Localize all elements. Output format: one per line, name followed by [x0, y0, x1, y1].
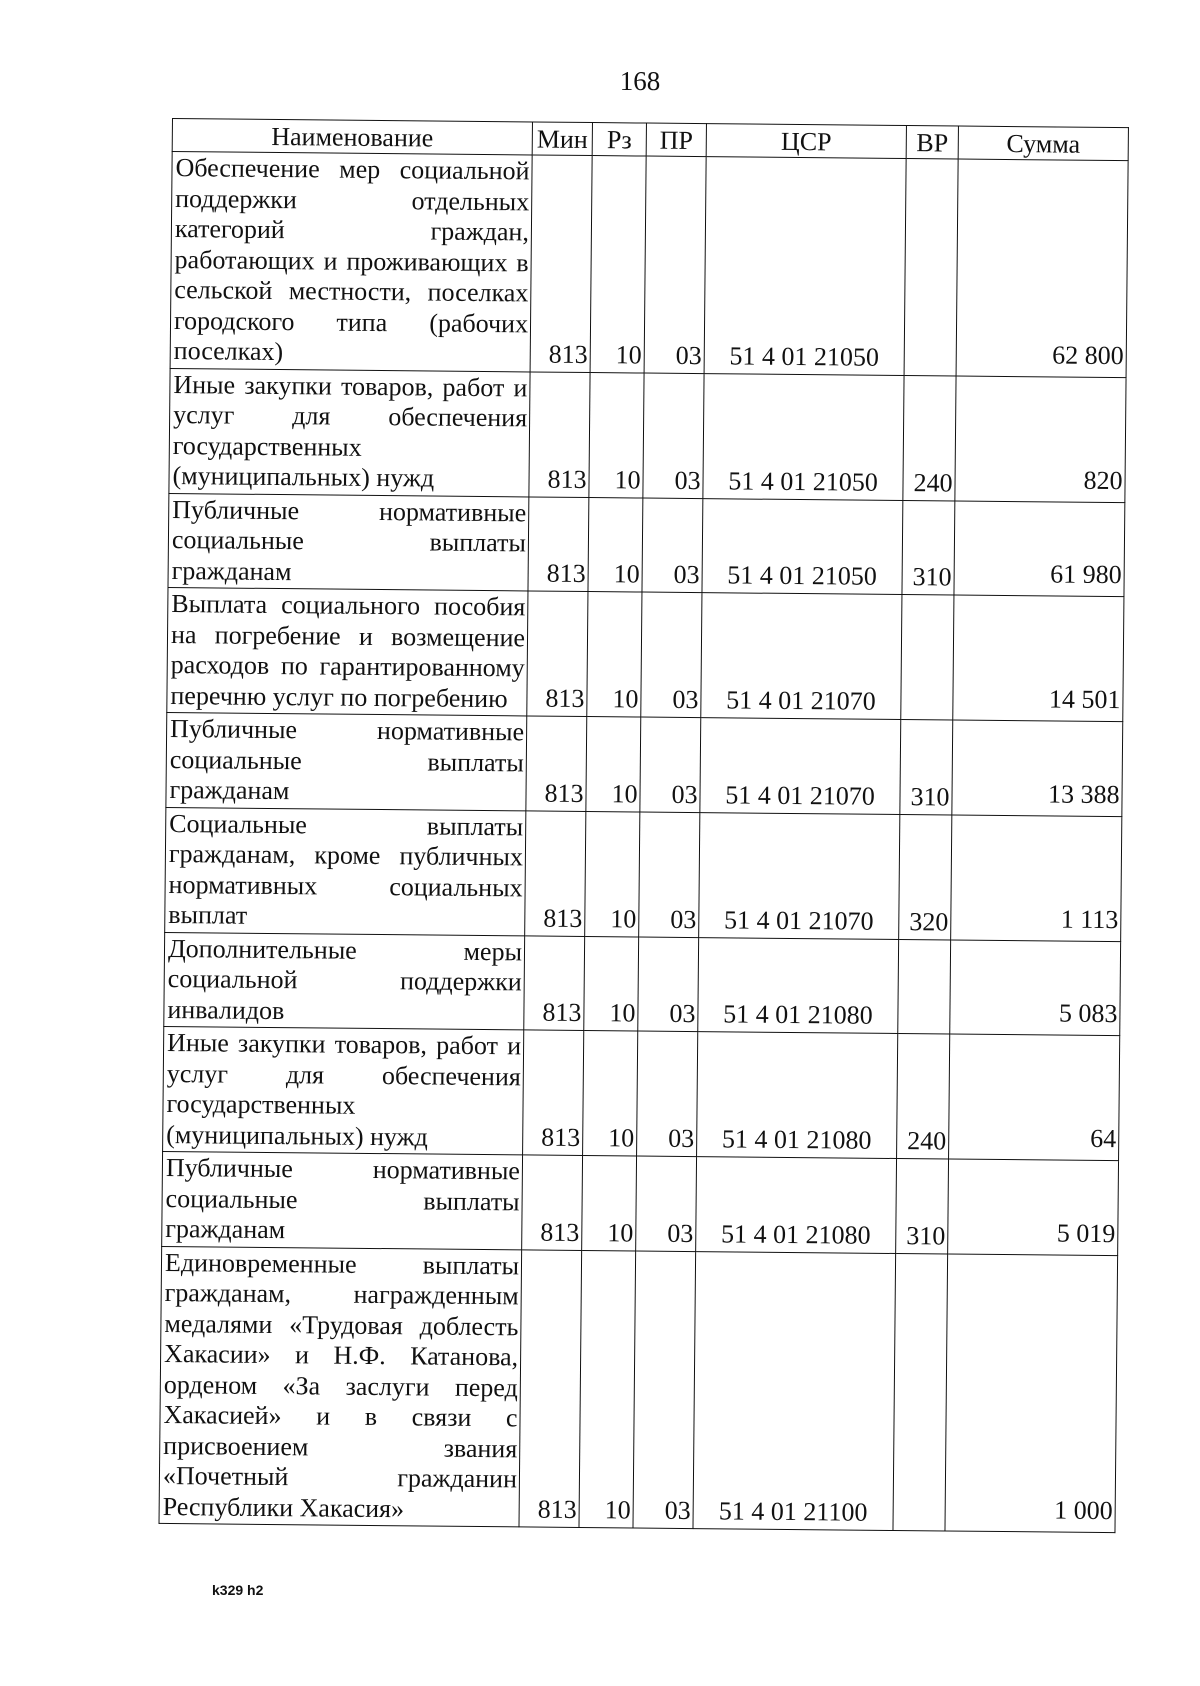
- cell-rz: 10: [582, 1155, 637, 1250]
- cell-vr: [904, 159, 958, 376]
- cell-csr: 51 4 01 21050: [704, 157, 906, 375]
- header-vr: ВР: [906, 126, 958, 159]
- cell-sum: 62 800: [956, 159, 1128, 377]
- cell-csr: 51 4 01 21100: [693, 1251, 896, 1530]
- cell-pr: 03: [636, 1156, 697, 1251]
- cell-vr: 240: [897, 1034, 950, 1159]
- document-code: k329 h2: [212, 1582, 264, 1598]
- cell-vr: 310: [896, 1159, 949, 1254]
- cell-sum: 1 113: [951, 815, 1122, 942]
- cell-sum: 1 000: [945, 1253, 1118, 1532]
- cell-pr: 03: [642, 498, 703, 593]
- cell-name: Публичные нормативные социальные выплаты гражданам: [162, 1151, 523, 1249]
- cell-rz: 10: [586, 717, 641, 812]
- cell-vr: 310: [902, 500, 955, 595]
- cell-min: 813: [524, 935, 585, 1030]
- cell-pr: 03: [638, 937, 699, 1032]
- cell-vr: [901, 595, 954, 720]
- table-row: [166, 712, 1123, 816]
- cell-pr: 03: [644, 156, 706, 373]
- cell-name: Публичные нормативные социальные выплаты гражданам: [166, 712, 527, 810]
- cell-sum: 13 388: [952, 720, 1123, 816]
- budget-table-sheet: [159, 118, 1129, 1533]
- header-rz: Рз: [592, 123, 646, 157]
- header-csr: ЦСР: [706, 124, 906, 159]
- cell-sum: 14 501: [953, 595, 1124, 722]
- budget-table: [159, 118, 1129, 1533]
- table-row: [165, 807, 1122, 941]
- cell-min: 813: [528, 496, 589, 591]
- cell-vr: 310: [900, 720, 953, 815]
- cell-name: Иные закупки товаров, работ и услуг для обеспечения государственных (муниципальных) нужд: [163, 1026, 524, 1154]
- cell-csr: 51 4 01 21070: [701, 593, 902, 720]
- cell-csr: 51 4 01 21070: [700, 718, 901, 814]
- table-row: [162, 1151, 1119, 1255]
- cell-min: 813: [526, 716, 587, 811]
- cell-vr: 320: [899, 814, 952, 939]
- page-number: 168: [619, 66, 661, 96]
- header-min: Мин: [532, 122, 592, 156]
- header-pr: ПР: [646, 123, 706, 157]
- cell-vr: [898, 939, 951, 1034]
- cell-sum: 5 019: [948, 1159, 1119, 1255]
- cell-csr: 51 4 01 21080: [697, 1032, 898, 1159]
- cell-rz: 10: [587, 592, 642, 718]
- cell-name: Социальные выплаты гражданам, кроме публичных нормативных социальных выплат: [165, 807, 526, 935]
- table-row: [169, 368, 1126, 502]
- cell-name: Дополнительные меры социальной поддержки инвалидов: [164, 932, 525, 1030]
- header-sum: Сумма: [958, 126, 1128, 161]
- cell-vr: 240: [903, 375, 956, 500]
- cell-name: Публичные нормативные социальные выплаты гражданам: [168, 493, 529, 591]
- header-name: Наименование: [172, 119, 532, 155]
- table-row: [167, 587, 1124, 721]
- cell-csr: 51 4 01 21050: [703, 373, 904, 500]
- cell-min: 813: [530, 155, 592, 372]
- cell-min: 813: [519, 1249, 582, 1527]
- cell-sum: 61 980: [954, 501, 1125, 597]
- cell-rz: 10: [585, 811, 640, 937]
- cell-rz: 10: [589, 372, 644, 498]
- cell-pr: 03: [633, 1251, 696, 1529]
- cell-name: Обеспечение мер социальной поддержки отдельных категорий граждан, работающих и проживающих в сельской местности, поселках городского типа (рабочих поселках): [170, 152, 532, 372]
- cell-rz: 10: [590, 156, 646, 373]
- cell-csr: 51 4 01 21050: [702, 498, 903, 594]
- cell-rz: 10: [588, 497, 643, 592]
- table-row: [168, 493, 1125, 597]
- cell-sum: 64: [949, 1034, 1120, 1161]
- cell-rz: 10: [579, 1250, 636, 1528]
- cell-csr: 51 4 01 21080: [698, 937, 899, 1033]
- cell-name: Единовременные выплаты гражданам, награжденным медалями «Трудовая доблесть Хакасии» и Н.Ф. Катанова, орденом «За заслуги перед Хакасией» и в связи с присвоением звания «Почетный гражданин Республики Хакасия»: [159, 1246, 522, 1527]
- cell-name: Выплата социального пособия на погребение и возмещение расходов по гарантированному перечню услуг по погребению: [167, 587, 528, 715]
- cell-sum: 820: [955, 376, 1126, 503]
- cell-csr: 51 4 01 21080: [696, 1157, 897, 1253]
- cell-rz: 10: [584, 936, 639, 1031]
- cell-pr: 03: [639, 812, 700, 938]
- cell-pr: 03: [641, 592, 702, 718]
- cell-min: 813: [522, 1155, 583, 1250]
- cell-min: 813: [529, 371, 590, 497]
- table-row: [163, 1026, 1120, 1160]
- table-row: [159, 1246, 1118, 1533]
- cell-pr: 03: [637, 1031, 698, 1157]
- cell-min: 813: [527, 591, 588, 717]
- cell-sum: 5 083: [950, 940, 1121, 1036]
- cell-name: Иные закупки товаров, работ и услуг для обеспечения государственных (муниципальных) нужд: [169, 368, 530, 496]
- cell-vr: [893, 1253, 948, 1531]
- table-row: [170, 152, 1128, 378]
- cell-csr: 51 4 01 21070: [699, 812, 900, 939]
- cell-pr: 03: [640, 717, 701, 812]
- cell-rz: 10: [583, 1030, 638, 1156]
- cell-min: 813: [525, 810, 586, 936]
- cell-min: 813: [523, 1030, 584, 1156]
- table-row: [164, 932, 1121, 1036]
- cell-pr: 03: [643, 373, 704, 499]
